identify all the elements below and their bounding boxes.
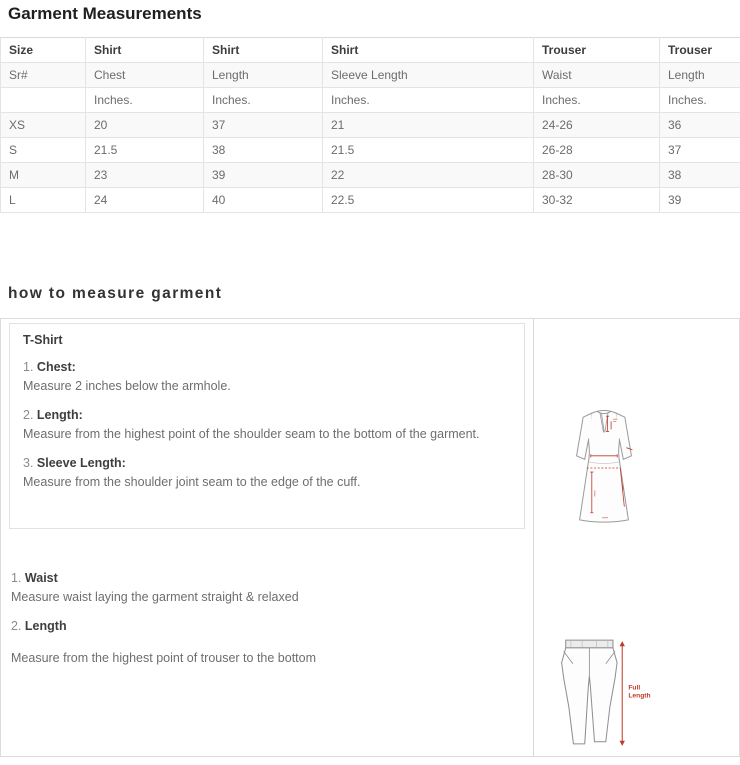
- size-cell: L: [1, 188, 86, 213]
- instruction-step: [23, 360, 511, 395]
- table-row-groups: [1, 38, 740, 63]
- step-label: Sleeve Length:: [36, 456, 126, 470]
- column-header: Trouser: [660, 38, 740, 63]
- tshirt-instructions-box: [9, 323, 525, 529]
- measure-cell: Waist: [534, 63, 660, 88]
- step-text: Measure waist laying the garment straight & relaxed: [11, 590, 299, 604]
- trouser-diagram: [552, 635, 676, 750]
- value-cell: 38: [660, 163, 740, 188]
- value-cell: 26-28: [534, 138, 660, 163]
- section-heading: how to measure garment: [8, 285, 223, 302]
- measure-cell: Sleeve Length: [323, 63, 534, 88]
- unit-cell: Inches.: [204, 88, 323, 113]
- instruction-step: [11, 619, 525, 667]
- value-cell: 40: [204, 188, 323, 213]
- value-cell: 38: [204, 138, 323, 163]
- value-cell: 28-30: [534, 163, 660, 188]
- value-cell: 21.5: [86, 138, 204, 163]
- value-cell: 37: [660, 138, 740, 163]
- measure-cell: Sr#: [1, 63, 86, 88]
- value-cell: 22: [323, 163, 534, 188]
- size-cell: S: [1, 138, 86, 163]
- measure-cell: Length: [660, 63, 740, 88]
- step-text: Measure from the shoulder joint seam to the edge of the cuff.: [23, 475, 361, 489]
- column-header: Shirt: [323, 38, 534, 63]
- value-cell: 21: [323, 113, 534, 138]
- step-label: Length: [24, 619, 67, 633]
- value-cell: 21.5: [323, 138, 534, 163]
- step-number: 1.: [23, 360, 34, 374]
- value-cell: 22.5: [323, 188, 534, 213]
- measure-cell: Chest: [86, 63, 204, 88]
- step-text: Measure 2 inches below the armhole.: [23, 379, 231, 393]
- step-number: 2.: [11, 619, 22, 633]
- unit-cell: Inches.: [534, 88, 660, 113]
- tshirt-title: T-Shirt: [23, 333, 63, 347]
- value-cell: 39: [660, 188, 740, 213]
- instruction-step: [23, 456, 511, 491]
- unit-cell: Inches.: [660, 88, 740, 113]
- step-label: Chest:: [36, 360, 76, 374]
- unit-cell: Inches.: [86, 88, 204, 113]
- size-chart-table: [0, 37, 740, 213]
- table-row-units: [1, 88, 740, 113]
- instruction-step: [11, 571, 525, 606]
- table-row: [1, 138, 740, 163]
- step-text: Measure from the highest point of the shoulder seam to the bottom of the garment.: [23, 427, 480, 441]
- measure-guide-panel: [0, 318, 740, 757]
- column-header: Shirt: [204, 38, 323, 63]
- unit-cell: Inches.: [323, 88, 534, 113]
- value-cell: 30-32: [534, 188, 660, 213]
- unit-cell: [1, 88, 86, 113]
- full-length-label-line2: Length: [628, 692, 651, 700]
- column-header: Trouser: [534, 38, 660, 63]
- full-length-label-line1: Full: [628, 684, 641, 692]
- measure-diagrams-column: [533, 319, 739, 756]
- value-cell: 20: [86, 113, 204, 138]
- column-header: Size: [1, 38, 86, 63]
- value-cell: 36: [660, 113, 740, 138]
- step-number: 3.: [23, 456, 34, 470]
- trouser-instructions: [9, 571, 525, 667]
- step-number: 1.: [11, 571, 22, 585]
- tshirt-diagram: [560, 405, 648, 529]
- table-row: [1, 163, 740, 188]
- value-cell: 24: [86, 188, 204, 213]
- table-row: [1, 188, 740, 213]
- table-row: [1, 113, 740, 138]
- size-cell: M: [1, 163, 86, 188]
- step-label: Waist: [24, 571, 58, 585]
- step-number: 2.: [23, 408, 34, 422]
- value-cell: 24-26: [534, 113, 660, 138]
- measure-instructions-column: [1, 319, 533, 756]
- step-text: Measure from the highest point of trouser to the bottom: [11, 651, 317, 665]
- measure-cell: Length: [204, 63, 323, 88]
- value-cell: 39: [204, 163, 323, 188]
- instruction-step: [23, 408, 511, 443]
- table-row-measures: [1, 63, 740, 88]
- size-cell: XS: [1, 113, 86, 138]
- page-title: Garment Measurements: [8, 4, 202, 23]
- value-cell: 37: [204, 113, 323, 138]
- value-cell: 23: [86, 163, 204, 188]
- column-header: Shirt: [86, 38, 204, 63]
- step-label: Length:: [36, 408, 83, 422]
